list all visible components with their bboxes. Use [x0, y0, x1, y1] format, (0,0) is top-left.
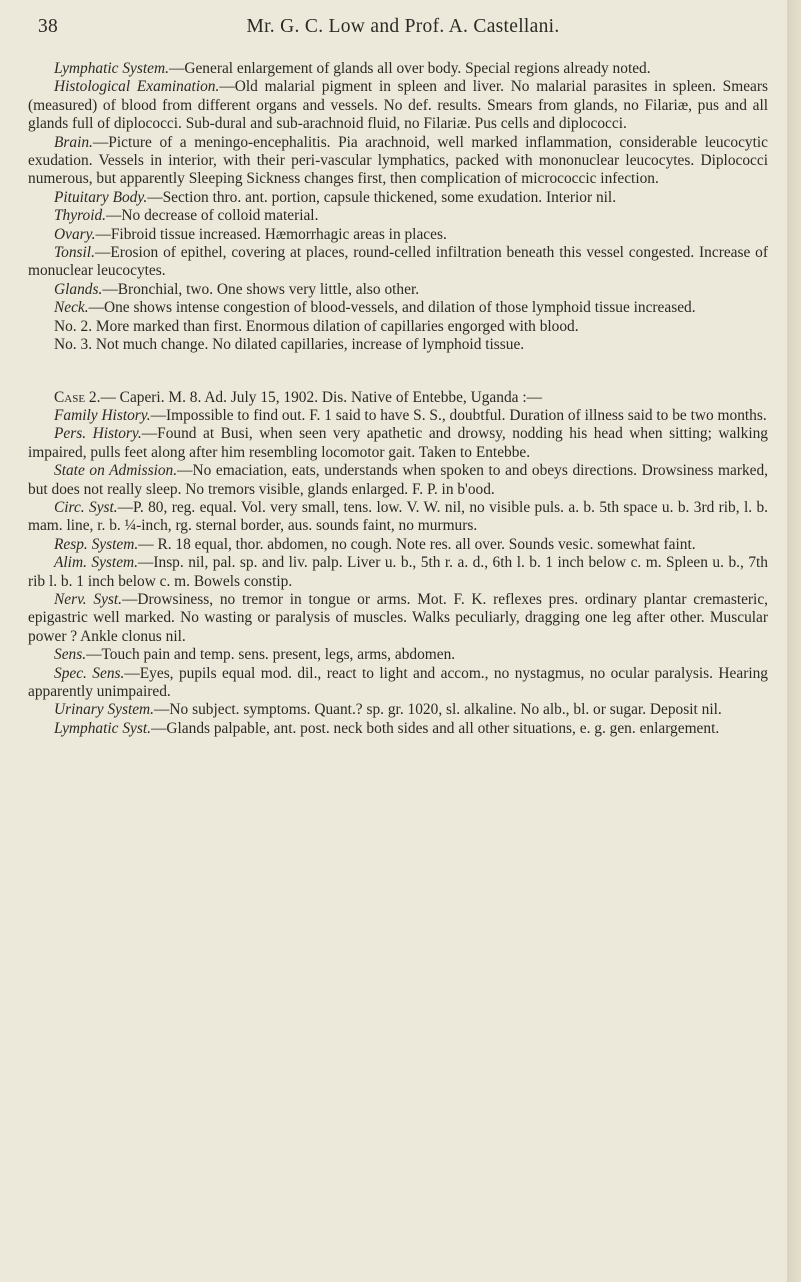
body-text	[28, 60, 768, 738]
report-paragraph	[28, 499, 768, 536]
report-paragraph	[28, 701, 768, 719]
paragraph-heading: Histological Examination.	[54, 78, 220, 96]
report-paragraph	[28, 207, 768, 225]
report-paragraph	[28, 299, 768, 317]
paragraph-text: —Found at Busi, when seen very apathetic and drowsy, nodding his head when sitting; walking impaired, pulls feet along after him resembling locomotor gait. Taken to Entebbe.	[28, 425, 768, 461]
paragraph-heading: Neck.	[54, 299, 89, 317]
paragraph-text: — R. 18 equal, thor. abdomen, no cough. Note res. all over. Sounds vesic. somewhat faint.	[138, 535, 696, 553]
paragraph-text: —General enlargement of glands all over body. Special regions already noted.	[168, 60, 651, 77]
paragraph-text: —Glands palpable, ant. post. neck both sides and all other situations, e. g. gen. enlargement.	[151, 719, 720, 737]
paragraph-text: —One shows intense congestion of blood-vessels, and dilation of those lymphoid tissue increased.	[88, 299, 696, 317]
running-head: Mr. G. C. Low and Prof. A. Castellani.	[246, 16, 560, 37]
paragraph-heading: Resp. System.	[54, 535, 139, 553]
case-heading-paragraph	[28, 389, 768, 407]
report-paragraph	[28, 281, 768, 299]
paragraph-heading: Nerv. Syst.	[54, 590, 123, 608]
paragraph-heading: Lymphatic Syst.	[54, 719, 152, 737]
paragraph-text: —Section thro. ant. portion, capsule thickened, some exudation. Interior nil.	[147, 188, 617, 206]
report-paragraph	[28, 665, 768, 702]
report-paragraph	[28, 189, 768, 207]
report-paragraph	[28, 720, 768, 738]
paragraph-heading: State on Admission.	[54, 462, 178, 480]
report-paragraph	[28, 78, 768, 133]
paragraph-heading: Pers. History.	[54, 425, 142, 443]
paragraph-heading: Tonsil.	[54, 244, 95, 262]
paragraph-text: —Impossible to find out. F. 1 said to have S. S., doubtful. Duration of illness said to be two months.	[150, 406, 767, 424]
paragraph-heading: Family History.	[54, 406, 151, 424]
paragraph-heading: Glands.	[54, 280, 103, 298]
paragraph-text: —Touch pain and temp. sens. present, legs, arms, abdomen.	[86, 646, 456, 664]
paragraph-text: —Bronchial, two. One shows very little, also other.	[102, 280, 420, 298]
paragraph-heading: Lymphatic System.	[54, 60, 169, 77]
report-paragraph	[28, 554, 768, 591]
paragraph-text: —Erosion of epithel, covering at places, round-celled infiltration beneath this vessel congested. Increase of monuclear leucocytes.	[28, 244, 768, 280]
paragraph-heading: Circ. Syst.	[54, 498, 118, 516]
paragraph-heading: Alim. System.	[54, 554, 138, 572]
page-number: 38	[38, 16, 59, 37]
report-paragraph	[28, 462, 768, 499]
report-paragraph	[28, 407, 768, 425]
paragraph-text: —No decrease of colloid material.	[106, 207, 319, 225]
paragraph-text: —Drowsiness, no tremor in tongue or arms. Mot. F. K. reflexes pres. ordinary plantar cremasteric, epigastric well marked. No wasting or paralysis of muscles. Walks peculiarly, dragging one leg after other. Muscular power ? Ankle clonus nil.	[28, 590, 769, 645]
paragraph-text: —No emaciation, eats, understands when spoken to and obeys directions. Drowsiness marked, but does not really sleep. No tremors visible, glands enlarged. F. P. in b'ood.	[28, 462, 769, 498]
paragraph-text: No. 3. Not much change. No dilated capillaries, increase of lymphoid tissue.	[54, 336, 525, 354]
page-header	[38, 16, 768, 46]
paragraph-text: No. 2. More marked than first. Enormous dilation of capillaries engorged with blood.	[54, 317, 579, 335]
paragraph-text: —Picture of a meningo-encephalitis. Pia arachnoid, well marked inflammation, considerable leucocytic exudation. Vessels in interior, with their peri-vascular lymphatics, packed with mononuclear leucocytes. Diplococci numerous, but apparently Sleeping Sickness changes first, then complication of micrococcic infection.	[28, 133, 768, 188]
paragraph-heading: Spec. Sens.	[54, 664, 125, 682]
paragraph-heading: Ovary.	[54, 225, 96, 243]
report-paragraph	[28, 60, 768, 78]
paragraph-heading: Urinary System.	[54, 701, 155, 719]
report-paragraph	[28, 336, 768, 354]
paragraph-text: — Caperi. M. 8. Ad. July 15, 1902. Dis. Native of Entebbe, Uganda :—	[100, 388, 543, 406]
paragraph-text: —Fibroid tissue increased. Hæmorrhagic areas in places.	[95, 225, 447, 243]
report-paragraph	[28, 425, 768, 462]
report-paragraph	[28, 134, 768, 189]
report-paragraph	[28, 536, 768, 554]
paragraph-text: —Insp. nil, pal. sp. and liv. palp. Liver u. b., 5th r. a. d., 6th l. b. 1 inch below c. m. Spleen u. b., 7th rib l. b. 1 inch below c. m. Bowels constip.	[28, 554, 768, 590]
paragraph-heading: Brain.	[54, 133, 93, 151]
paragraph-text: —P. 80, reg. equal. Vol. very small, tens. low. V. W. nil, no visible puls. a. b. 5th space u. b. 3rd rib, l. b. mam. line, r. b. ¼-inch, rg. sternal border, aus. sounds faint, no murmurs.	[28, 498, 768, 535]
report-paragraph	[28, 646, 768, 664]
report-paragraph	[28, 591, 768, 646]
report-paragraph	[28, 318, 768, 336]
paragraph-heading: Case 2.	[54, 388, 101, 406]
paragraph-heading: Thyroid.	[54, 207, 107, 225]
paragraph-text: —Eyes, pupils equal mod. dil., react to light and accom., no nystagmus, no ocular paralysis. Hearing apparently unimpaired.	[28, 664, 768, 700]
paragraph-text: —Old malarial pigment in spleen and liver. No malarial parasites in spleen. Smears (measured) of blood from different organs and vessels. No def. results. Smears from glands, no Filariæ, pus and all glands full of diplococci. Sub-dural and sub-arachnoid fluid, no Filariæ. Pus cells and diplococci.	[28, 78, 768, 133]
page-edge	[787, 0, 801, 1282]
report-paragraph	[28, 226, 768, 244]
paragraph-text: —No subject. symptoms. Quant.? sp. gr. 1020, sl. alkaline. No alb., bl. or sugar. Deposit nil.	[154, 701, 722, 719]
paragraph-heading: Pituitary Body.	[54, 188, 148, 206]
paragraph-heading: Sens.	[54, 646, 87, 664]
report-paragraph	[28, 244, 768, 281]
